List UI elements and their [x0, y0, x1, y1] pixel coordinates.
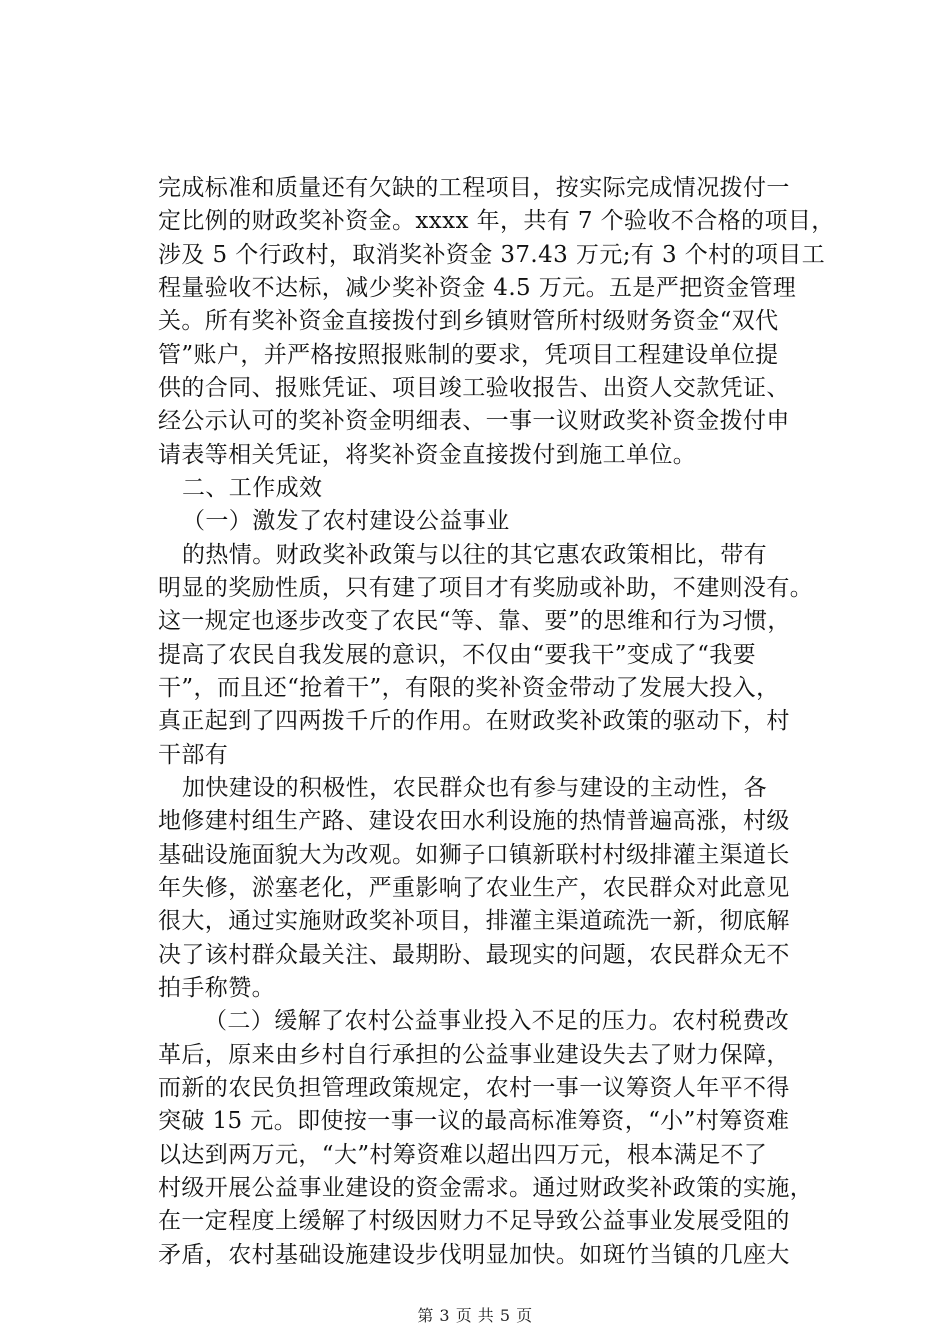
body-text-line: 完成标准和质量还有欠缺的工程项目，按实际完成情况拨付一	[158, 175, 790, 201]
body-text-line: 的热情。财政奖补政策与以往的其它惠农政策相比，带有	[182, 542, 767, 568]
subsection-heading: （二）缓解了农村公益事业投入不足的压力。农村税费改	[204, 1008, 789, 1034]
body-text-line: 这一规定也逐步改变了农民“等、靠、要”的思维和行为习惯，	[158, 608, 791, 634]
body-text-line: 提高了农民自我发展的意识，不仅由“要我干”变成了“我要	[158, 642, 757, 668]
body-text-line: 革后，原来由乡村自行承担的公益事业建设失去了财力保障，	[158, 1042, 790, 1068]
body-text-line: 请表等相关凭证，将奖补资金直接拨付到施工单位。	[158, 442, 697, 468]
body-text-line: 村级开展公益事业建设的资金需求。通过财政奖补政策的实施，	[158, 1175, 814, 1201]
body-text-line: 明显的奖励性质，只有建了项目才有奖励或补助，不建则没有。	[158, 575, 814, 601]
body-text-line: 定比例的财政奖补资金。xxxx 年，共有 7 个验收不合格的项目，	[158, 208, 835, 234]
body-text-line: 而新的农民负担管理政策规定，农村一事一议筹资人年平不得	[158, 1075, 790, 1101]
section-heading: 二、工作成效	[182, 475, 323, 501]
body-text-line: 在一定程度上缓解了村级因财力不足导致公益事业发展受阻的	[158, 1208, 790, 1234]
body-text-line: 真正起到了四两拨千斤的作用。在财政奖补政策的驱动下，村	[158, 708, 790, 734]
body-text-line: 关。所有奖补资金直接拨付到乡镇财管所村级财务资金“双代	[158, 308, 779, 334]
body-text-line: 矛盾，农村基础设施建设步伐明显加快。如斑竹当镇的几座大	[158, 1242, 790, 1268]
body-text-line: 突破 15 元。即使按一事一议的最高标准筹资，“小”村筹资难	[158, 1108, 790, 1134]
body-text-line: 供的合同、报账凭证、项目竣工验收报告、出资人交款凭证、	[158, 375, 790, 401]
body-text-line: 年失修，淤塞老化，严重影响了农业生产，农民群众对此意见	[158, 875, 790, 901]
body-text-line: 很大，通过实施财政奖补项目，排灌主渠道疏洗一新，彻底解	[158, 908, 790, 934]
body-text-line: 决了该村群众最关注、最期盼、最现实的问题，农民群众无不	[158, 942, 790, 968]
body-text-line: 基础设施面貌大为改观。如狮子口镇新联村村级排灌主渠道长	[158, 842, 790, 868]
body-text-line: 拍手称赞。	[158, 975, 275, 1001]
body-text-line: 干部有	[158, 742, 229, 768]
page-number-footer: 第 3 页 共 5 页	[417, 1306, 533, 1325]
body-text-line: 经公示认可的奖补资金明细表、一事一议财政奖补资金拨付申	[158, 408, 790, 434]
body-text-line: 地修建村组生产路、建设农田水利设施的热情普遍高涨，村级	[158, 808, 790, 834]
body-text-line: 以达到两万元，“大”村筹资难以超出四万元，根本满足不了	[158, 1142, 768, 1168]
body-text-line: 管”账户，并严格按照报账制的要求，凭项目工程建设单位提	[158, 342, 779, 368]
body-text-line: 加快建设的积极性，农民群众也有参与建设的主动性，各	[182, 775, 767, 801]
body-text-line: 程量验收不达标，减少奖补资金 4.5 万元。五是严把资金管理	[158, 275, 797, 301]
body-text-line: 干”，而且还“抢着干”，有限的奖补资金带动了发展大投入，	[158, 675, 780, 701]
body-text-line: 涉及 5 个行政村，取消奖补资金 37.43 万元;有 3 个村的项目工	[158, 242, 826, 268]
subsection-heading: （一）激发了农村建设公益事业	[182, 508, 510, 534]
